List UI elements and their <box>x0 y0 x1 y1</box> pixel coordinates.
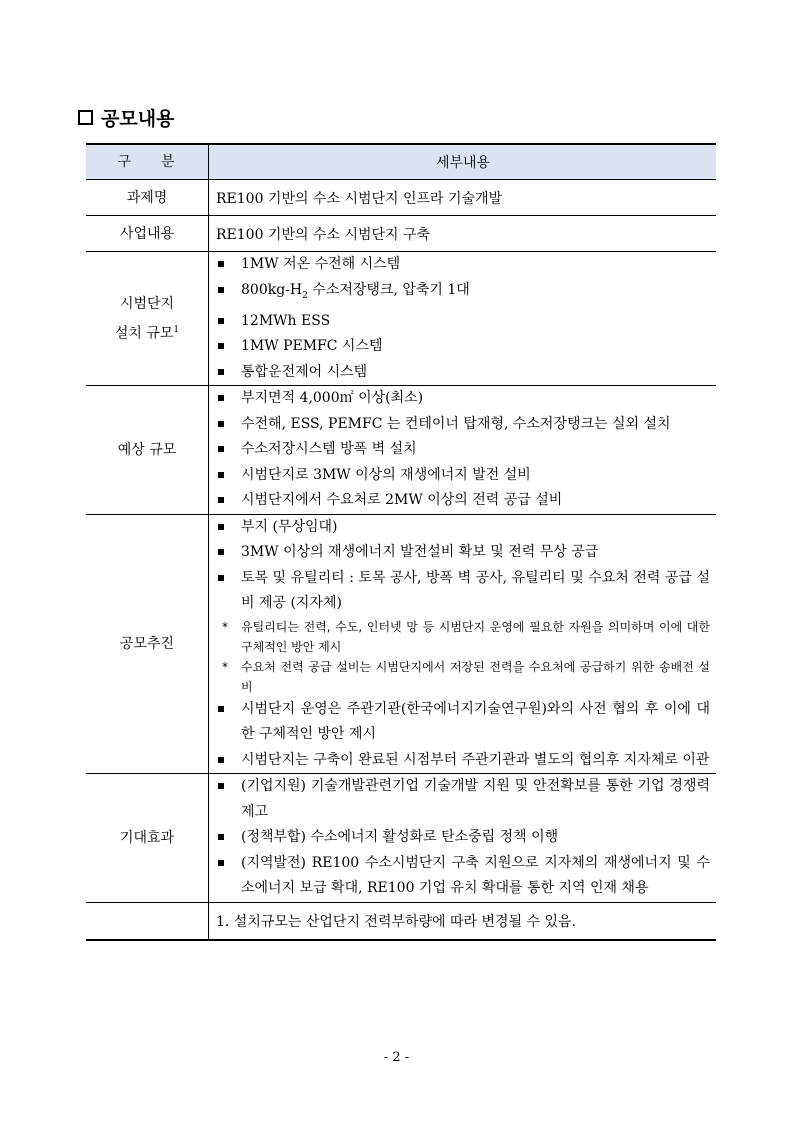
list-item: 시범단지로 3MW 이상의 재생에너지 발전 설비 <box>216 463 710 489</box>
subscript: 2 <box>302 290 308 301</box>
section-heading <box>78 104 174 131</box>
row-content: RE100 기반의 수소 시범단지 구축 <box>209 216 717 252</box>
row-content <box>209 774 717 903</box>
list-item: 토목 및 유틸리티 : 토목 공사, 방폭 벽 공사, 유틸리티 및 수요처 전력 공급 설비 제공 (지자체) <box>216 566 710 617</box>
row-label <box>86 252 209 386</box>
table-row-task <box>86 180 716 216</box>
list-item: 통합운전제어 시스템 <box>216 360 710 386</box>
page-number: - 2 - <box>383 1050 410 1065</box>
label-text: 설치 규모 <box>114 325 174 342</box>
note-item: * 유틸리티는 전력, 수도, 인터넷 망 등 시범단지 운영에 필요한 자원을 의미하며 이에 대한 구체적인 방안 제시 <box>216 617 710 657</box>
note-item: * 수요처 전력 공급 설비는 시범단지에서 저장된 전력을 수요처에 공급하기 위한 송배전 설비 <box>216 657 710 697</box>
list-item: 1MW PEMFC 시스템 <box>216 334 710 360</box>
label-line <box>86 317 208 347</box>
list-item: (기업지원) 기술개발관련기업 기술개발 지원 및 안전확보를 통한 기업 경쟁력 제고 <box>216 774 710 825</box>
list-item: (정책부합) 수소에너지 활성화로 탄소중립 정책 이행 <box>216 825 710 851</box>
row-label: 공모추진 <box>86 514 209 774</box>
table-row-footnote <box>86 902 716 940</box>
table-header-row <box>86 144 716 180</box>
row-content <box>209 252 717 386</box>
table-row-promotion <box>86 514 716 774</box>
header-content: 세부내용 <box>209 144 717 180</box>
row-content <box>209 514 717 774</box>
list-item: 부지 (무상임대) <box>216 515 710 541</box>
row-content <box>209 386 717 515</box>
list-item: 수소저장시스템 방폭 벽 설치 <box>216 437 710 463</box>
list-item: 부지면적 4,000㎡ 이상(최소) <box>216 386 710 412</box>
list-item: (지역발전) RE100 수소시범단지 구축 지원으로 지자체의 재생에너지 및 수소에너지 보급 확대, RE100 기업 유치 확대를 통한 지역 인재 채용 <box>216 851 710 902</box>
label-line: 시범단지 <box>119 295 175 312</box>
row-content: RE100 기반의 수소 시범단지 인프라 기술개발 <box>209 180 717 216</box>
list-item <box>216 278 710 309</box>
item-text: 800kg-H <box>241 281 303 298</box>
list-item: 수전해, ESS, PEMFC 는 컨테이너 탑재형, 수소저장탱크는 실외 설치 <box>216 412 710 438</box>
footnote-text: 1. 설치규모는 산업단지 전력부하량에 따라 변경될 수 있음. <box>209 902 717 940</box>
row-label: 과제명 <box>86 180 209 216</box>
footnote-marker: 1 <box>173 324 180 335</box>
list-item: 12MWh ESS <box>216 309 710 335</box>
row-label: 사업내용 <box>86 216 209 252</box>
table-row-expected-scale <box>86 386 716 515</box>
list-item: 1MW 저온 수전해 시스템 <box>216 252 710 278</box>
item-text: 수소저장탱크, 압축기 1대 <box>307 281 470 298</box>
checkbox-square-icon <box>78 110 93 125</box>
list-item: 3MW 이상의 재생에너지 발전설비 확보 및 전력 무상 공급 <box>216 540 710 566</box>
section-title: 공모내용 <box>101 108 175 130</box>
list-item: 시범단지에서 수요처로 2MW 이상의 전력 공급 설비 <box>216 488 710 514</box>
contents-table <box>86 143 716 941</box>
list-item: 시범단지는 구축이 완료된 시점부터 주관기관과 별도의 협의후 지자체로 이관 <box>216 748 710 774</box>
row-label <box>86 902 209 940</box>
table-row-scale <box>86 252 716 386</box>
row-label: 기대효과 <box>86 774 209 903</box>
table-row-business <box>86 216 716 252</box>
table-row-effect <box>86 774 716 903</box>
header-label: 구분 <box>86 144 209 180</box>
row-label: 예상 규모 <box>86 386 209 515</box>
list-item: 시범단지 운영은 주관기관(한국에너지기술연구원)와의 사전 협의 후 이에 대한 구체적인 방안 제시 <box>216 697 710 748</box>
